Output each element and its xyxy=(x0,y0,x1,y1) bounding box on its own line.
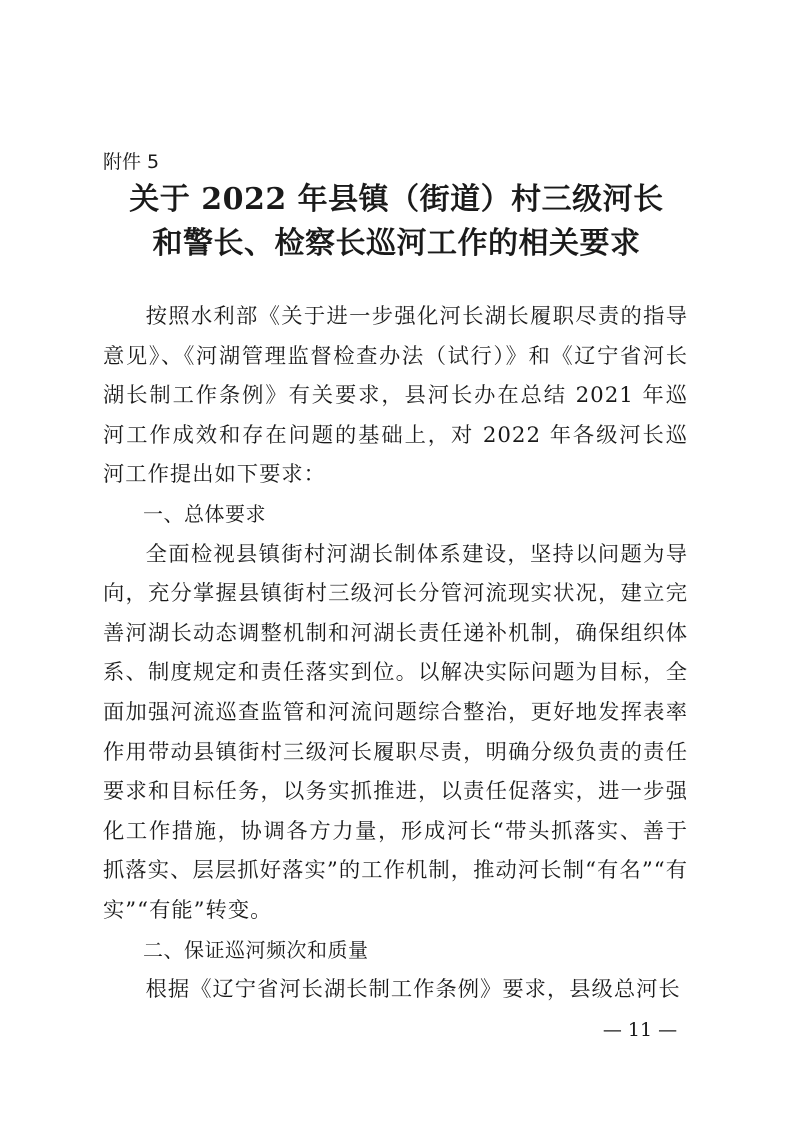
document-body xyxy=(103,297,688,1010)
section-2-paragraph: 根据《辽宁省河长湖长制工作条例》要求，县级总河长 xyxy=(145,977,681,1003)
section-2-heading: 二、保证巡河频次和质量 xyxy=(143,937,369,962)
section-1-paragraph: 全面检视县镇街村河湖长制体系建设，坚持以问题为导向，充分掌握县镇街村三级河长分管河流现实状况，建立完善河湖长动态调整机制和河湖长责任递补机制，确保组织体系、制度规定和责任落实到位。以解决实际问题为目标，全面加强河流巡查监管和河流问题综合整治，更好地发挥表率作用带动县镇街村三级河长履职尽责，明确分级负责的责任要求和目标任务，以务实抓推进，以责任促落实，进一步强化工作措施，协调各方力量，形成河长“带头抓落实、善于抓落实、层层抓好落实”的工作机制，推动河长制“有名”“有实”“有能”转变。 xyxy=(103,541,688,923)
title-line-1: 关于 2022 年县镇（街道）村三级河长 xyxy=(129,182,664,217)
intro-paragraph: 按照水利部《关于进一步强化河长湖长履职尽责的指导意见》、《河湖管理监督检查办法（试行）》和《辽宁省河长湖长制工作条例》有关要求，县河长办在总结 2021 年巡河工作成效和存在问题的基础上，对 2022 年各级河长巡河工作提出如下要求： xyxy=(103,304,688,488)
page-number: — 11 — xyxy=(602,1019,678,1041)
section-1-heading: 一、总体要求 xyxy=(143,501,266,526)
document-title xyxy=(0,178,793,266)
attachment-label: 附件 5 xyxy=(103,151,160,173)
title-line-2: 和警长、检察长巡河工作的相关要求 xyxy=(152,226,641,261)
